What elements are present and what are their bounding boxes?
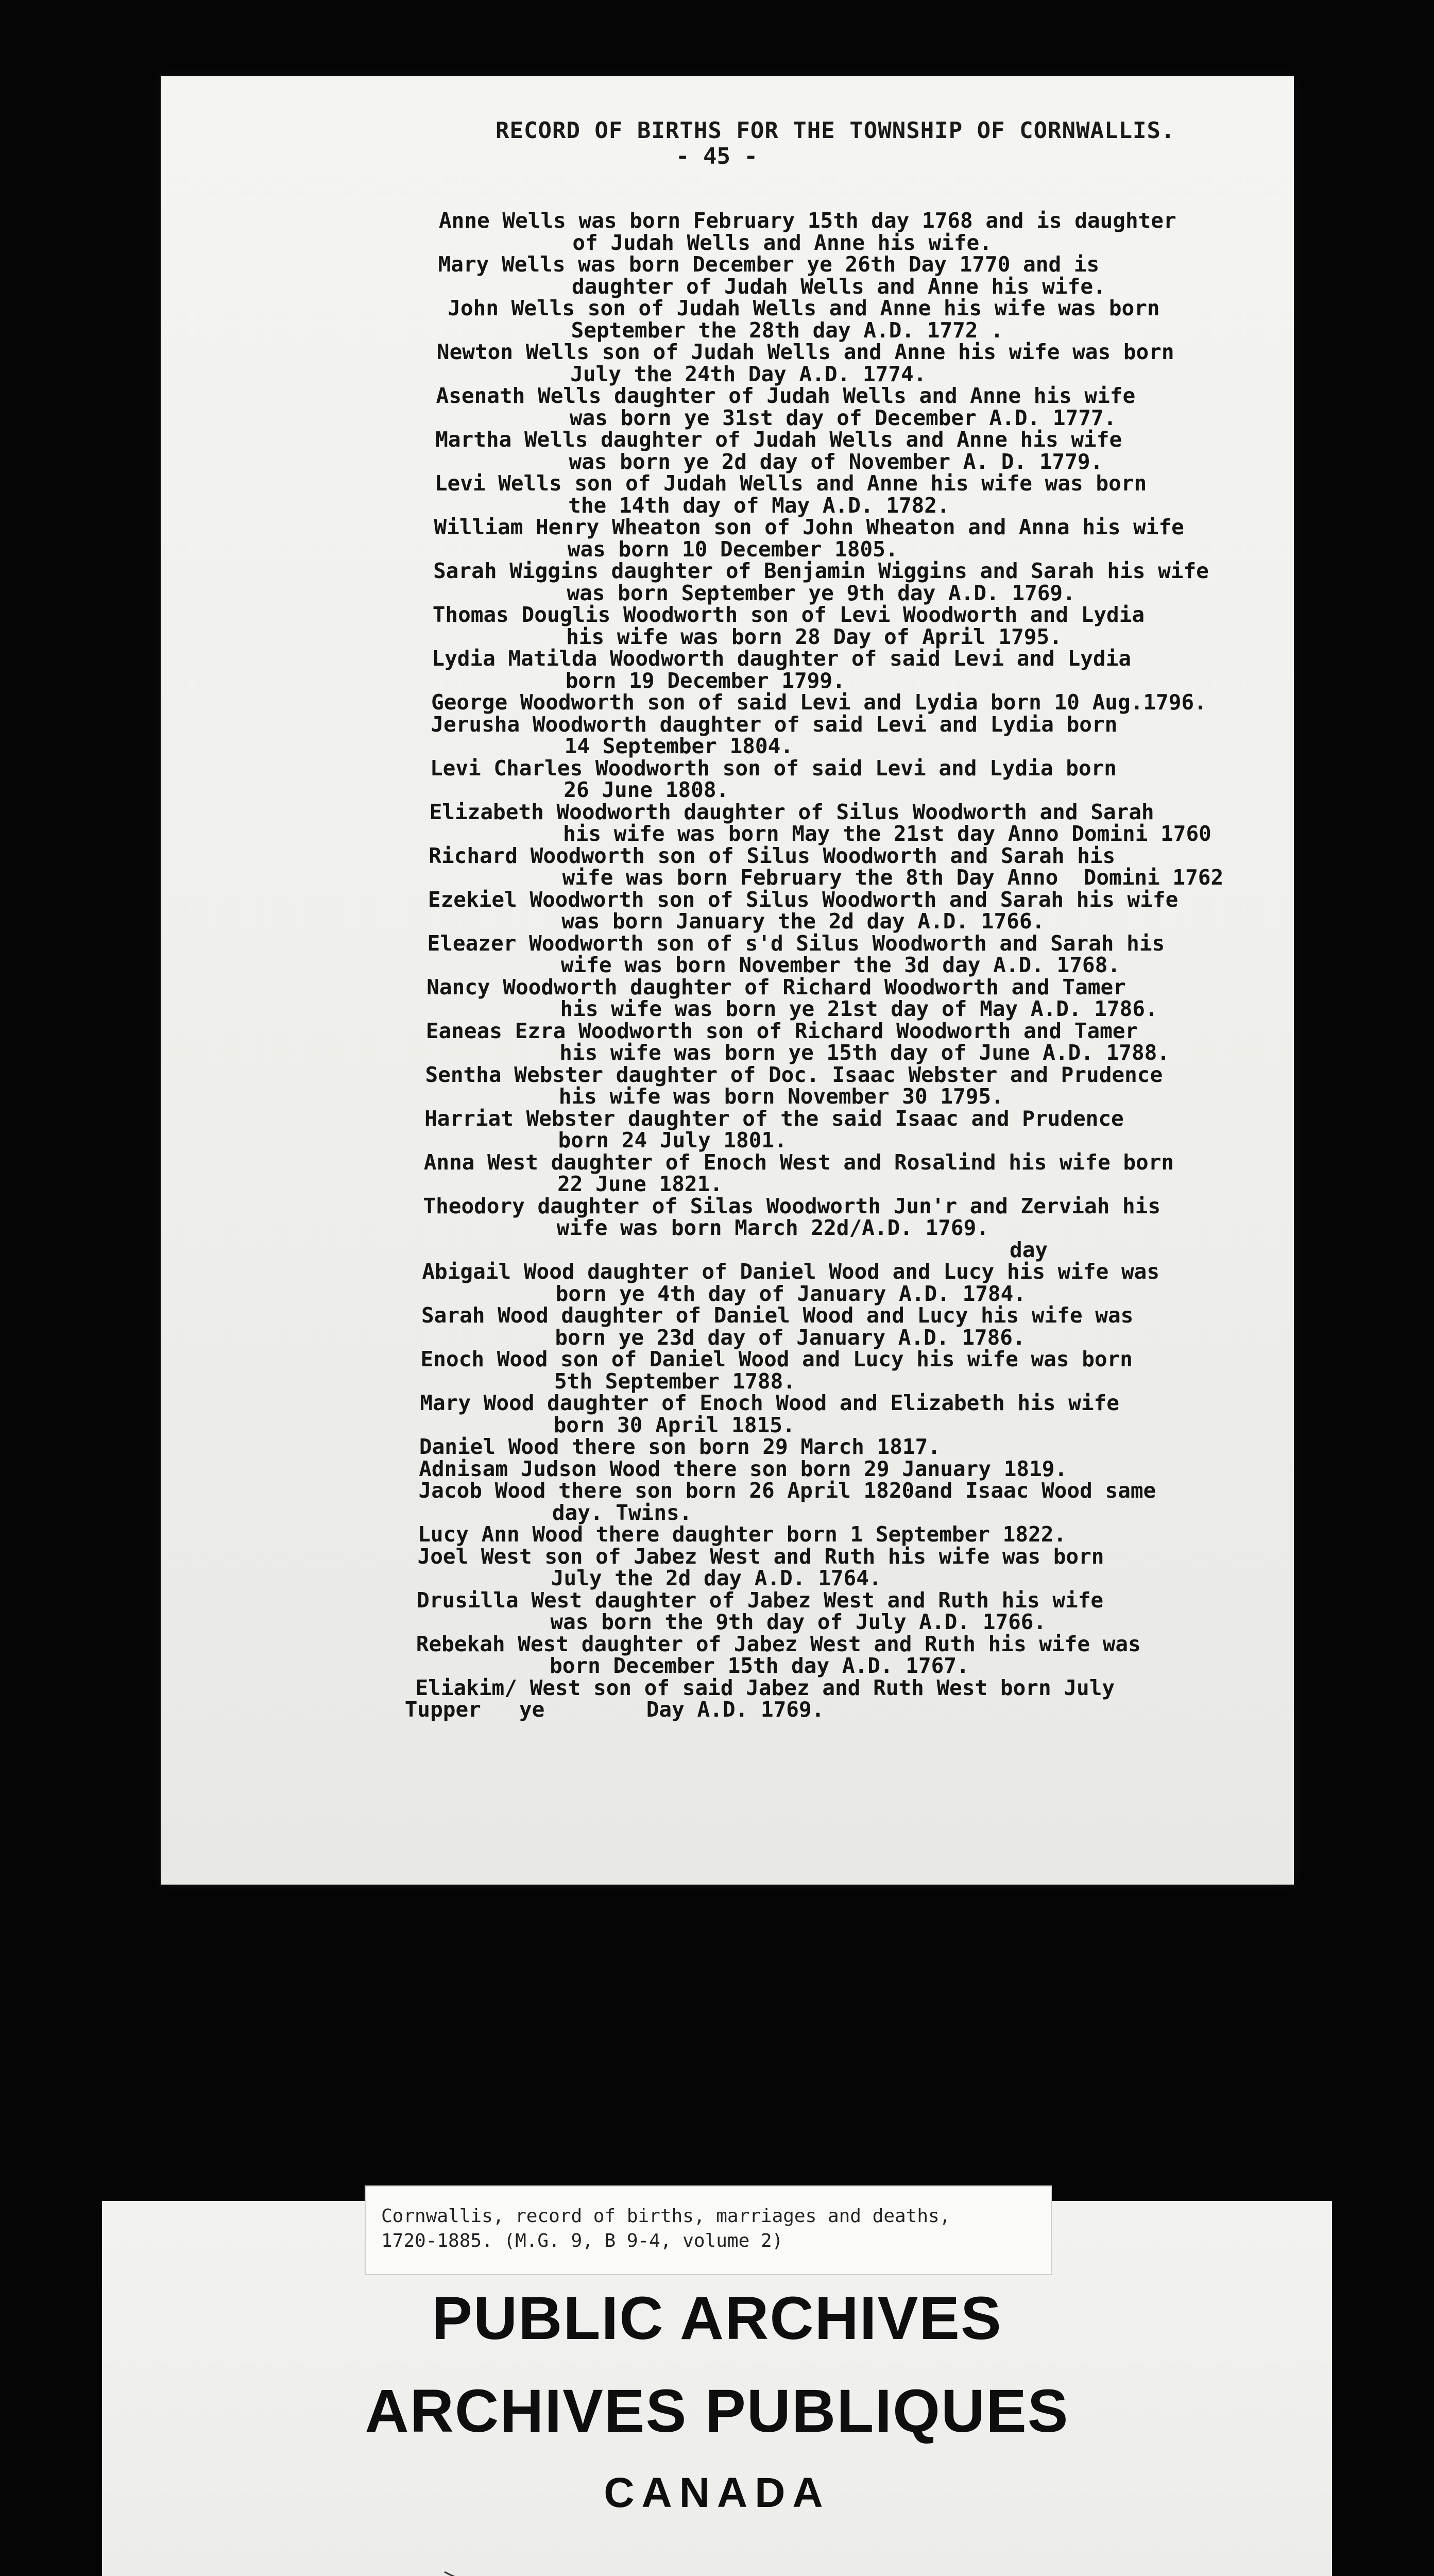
record-line: Nancy Woodworth daughter of Richard Woodworth and Tamer: [426, 974, 1126, 999]
record-line: Eleazer Woodworth son of s'd Silus Woodworth and Sarah his: [427, 930, 1165, 956]
record-line: Elizabeth Woodworth daughter of Silus Woodworth and Sarah: [429, 799, 1154, 824]
record-line: wife was born March 22d/A.D. 1769.: [556, 1215, 989, 1240]
record-line: Martha Wells daughter of Judah Wells and Anne his wife: [435, 427, 1122, 452]
record-line: was born September ye 9th day A.D. 1769.: [567, 580, 1076, 605]
citation-slip: [365, 2185, 1052, 2275]
record-line: Sarah Wiggins daughter of Benjamin Wiggins and Sarah his wife: [433, 558, 1209, 583]
archive-country: CANADA: [604, 2469, 830, 2516]
record-line: was born January the 2d day A.D. 1766.: [561, 909, 1045, 934]
document-title: RECORD OF BIRTHS FOR THE TOWNSHIP OF CORNWALLIS.: [496, 117, 1175, 144]
archive-label-card: [102, 2201, 1332, 2576]
record-line: Jerusha Woodworth daughter of said Levi and Lydia born: [431, 711, 1118, 737]
record-line: the 14th day of May A.D. 1782.: [568, 493, 950, 518]
record-line: Eaneas Ezra Woodworth son of Richard Woodworth and Tamer: [425, 1018, 1138, 1043]
record-line: Daniel Wood there son born 29 March 1817.: [419, 1434, 941, 1459]
record-line: Mary Wood daughter of Enoch Wood and Elizabeth his wife: [420, 1391, 1119, 1415]
record-line: born 24 July 1801.: [558, 1128, 787, 1153]
record-line: daughter of Judah Wells and Anne his wife.: [571, 274, 1106, 299]
record-line: Jacob Wood there son born 26 April 1820and Isaac Wood same: [418, 1478, 1156, 1503]
record-line: Abigail Wood daughter of Daniel Wood and Lucy his wife was: [422, 1259, 1160, 1284]
record-line: his wife was born May the 21st day Anno Domini 1760: [562, 821, 1211, 846]
record-line: was born the 9th day of July A.D. 1766.: [550, 1609, 1047, 1634]
record-line: George Woodworth son of said Levi and Lydia born 10 Aug.1796.: [431, 690, 1207, 715]
record-line: Lucy Ann Wood there daughter born 1 September 1822.: [418, 1522, 1067, 1547]
citation-line-2: 1720-1885. (M.G. 9, B 9-4, volume 2): [381, 2230, 783, 2251]
record-line: 22 June 1821.: [557, 1172, 723, 1196]
record-line: Drusilla West daughter of Jabez West and Ruth his wife: [417, 1587, 1104, 1613]
record-line: born ye 23d day of January A.D. 1786.: [555, 1325, 1026, 1350]
record-line: Sentha Webster daughter of Doc. Isaac Webster and Prudence: [425, 1062, 1163, 1087]
record-line: Joel West son of Jabez West and Ruth his wife was born: [417, 1544, 1104, 1569]
record-line: was born ye 31st day of December A.D. 1777.: [569, 405, 1117, 430]
record-line: Mary Wells was born December ye 26th Day 1770 and is: [438, 252, 1100, 277]
record-line: September the 28th day A.D. 1772 .: [571, 317, 1003, 343]
record-line: July the 24th Day A.D. 1774.: [570, 361, 927, 386]
record-line: Eliakim/ West son of said Jabez and Ruth West born July: [415, 1675, 1115, 1700]
record-line: Ezekiel Woodworth son of Silus Woodworth and Sarah his wife: [428, 887, 1179, 912]
record-line: wife was born November the 3d day A.D. 1768.: [560, 953, 1120, 977]
archive-title-english: PUBLIC ARCHIVES: [432, 2284, 1002, 2352]
record-line: Enoch Wood son of Daniel Wood and Lucy his wife was born: [420, 1347, 1133, 1371]
record-line: July the 2d day A.D. 1764.: [551, 1566, 882, 1590]
record-line: his wife was born ye 21st day of May A.D. 1786.: [560, 996, 1158, 1021]
record-line: Newton Wells son of Judah Wells and Anne his wife was born: [436, 340, 1174, 364]
record-line: of Judah Wells and Anne his wife.: [572, 230, 992, 255]
record-line: Anna West daughter of Enoch West and Rosalind his wife born: [423, 1149, 1174, 1175]
record-line: Theodory daughter of Silas Woodworth Jun'r and Zerviah his: [423, 1193, 1161, 1218]
record-line: was born 10 December 1805.: [567, 536, 898, 562]
record-line: 14 September 1804.: [564, 734, 793, 758]
record-line: born 30 April 1815.: [553, 1412, 795, 1437]
record-line: Adnisam Judson Wood there son born 29 January 1819.: [419, 1456, 1068, 1481]
citation-text: [381, 2204, 950, 2253]
record-line: born ye 4th day of January A.D. 1784.: [555, 1281, 1026, 1306]
record-line: born 19 December 1799.: [565, 668, 845, 693]
record-line: his wife was born ye 15th day of June A.D. 1788.: [559, 1040, 1170, 1065]
record-line: born December 15th day A.D. 1767.: [550, 1653, 969, 1678]
record-line: Rebekah West daughter of Jabez West and Ruth his wife was: [416, 1631, 1141, 1656]
record-line: Levi Wells son of Judah Wells and Anne his wife was born: [434, 471, 1147, 496]
record-line: day: [1010, 1237, 1048, 1262]
record-line: Thomas Douglis Woodworth son of Levi Woodworth and Lydia: [432, 602, 1145, 627]
record-line: was born ye 2d day of November A. D. 1779.: [569, 449, 1103, 474]
document-page: [161, 76, 1294, 1885]
record-line: Tupper ye Day A.D. 1769.: [404, 1697, 825, 1722]
record-line: William Henry Wheaton son of John Wheaton and Anna his wife: [434, 515, 1184, 539]
record-line: 26 June 1808.: [564, 777, 729, 802]
record-line: Anne Wells was born February 15th day 1768 and is daughter: [439, 208, 1176, 233]
page-number: - 45 -: [676, 143, 758, 170]
citation-line-1: Cornwallis, record of births, marriages and deaths,: [381, 2206, 951, 2227]
record-line: his wife was born November 30 1795.: [558, 1084, 1004, 1109]
record-line: Asenath Wells daughter of Judah Wells and Anne his wife: [436, 383, 1136, 408]
record-line: Lydia Matilda Woodworth daughter of said Levi and Lydia: [432, 646, 1132, 671]
record-line: Sarah Wood daughter of Daniel Wood and Lucy his wife was: [421, 1303, 1134, 1328]
record-line: Richard Woodworth son of Silus Woodworth and Sarah his: [429, 843, 1116, 868]
record-line: wife was born February the 8th Day Anno Domini 1762: [562, 865, 1224, 890]
pen-mark: [442, 2562, 545, 2576]
record-line: 5th September 1788.: [554, 1368, 796, 1394]
record-line: Levi Charles Woodworth son of said Levi and Lydia born: [430, 755, 1117, 781]
record-line: John Wells son of Judah Wells and Anne his wife was born: [448, 296, 1160, 320]
record-line: Harriat Webster daughter of the said Isaac and Prudence: [424, 1106, 1124, 1131]
archive-title-french: ARCHIVES PUBLIQUES: [365, 2377, 1069, 2445]
record-line: his wife was born 28 Day of April 1795.: [566, 624, 1062, 649]
record-line: day. Twins.: [552, 1500, 692, 1525]
